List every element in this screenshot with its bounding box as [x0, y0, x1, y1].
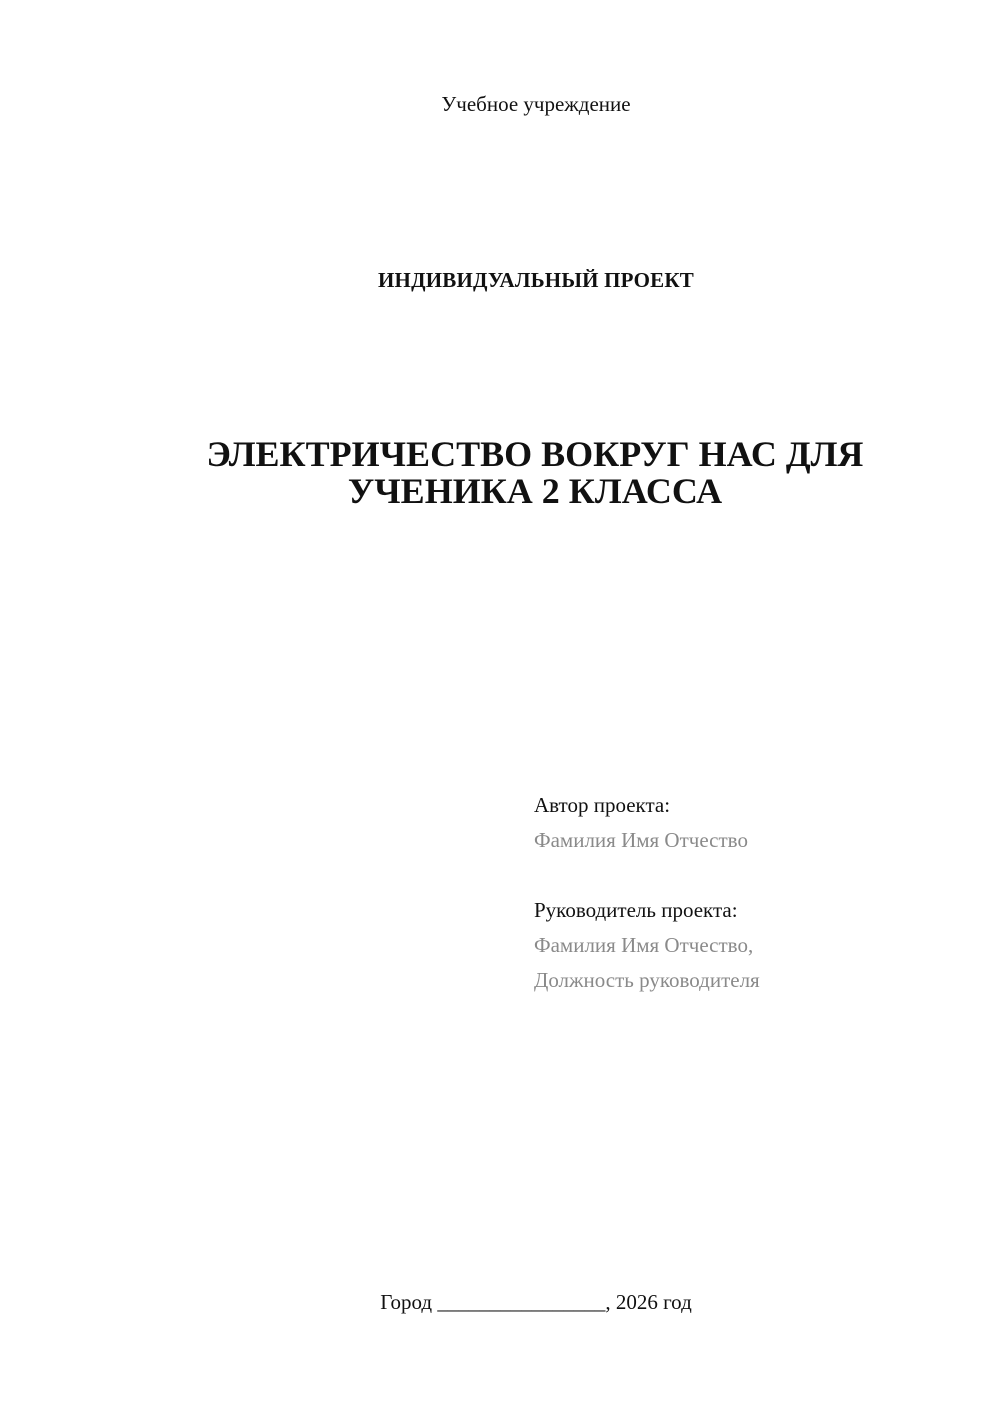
city-year-footer: Город ________________, 2026 год — [380, 1290, 692, 1314]
project-title — [150, 436, 920, 510]
project-title-line-1: ЭЛЕКТРИЧЕСТВО ВОКРУГ НАС ДЛЯ — [206, 434, 864, 474]
supervisor-label: Руководитель проекта: — [534, 898, 738, 922]
supervisor-name-placeholder: Фамилия Имя Отчество, — [534, 933, 754, 957]
project-info-block — [534, 788, 954, 998]
author-label: Автор проекта: — [534, 793, 671, 817]
project-title-line-2: УЧЕНИКА 2 КЛАССА — [347, 471, 723, 511]
author-name-placeholder: Фамилия Имя Отчество — [534, 828, 748, 852]
info-spacer — [534, 858, 954, 893]
project-type-heading: ИНДИВИДУАЛЬНЫЙ ПРОЕКТ — [378, 268, 694, 292]
institution-name: Учебное учреждение — [441, 92, 631, 116]
supervisor-position-placeholder: Должность руководителя — [534, 968, 760, 992]
